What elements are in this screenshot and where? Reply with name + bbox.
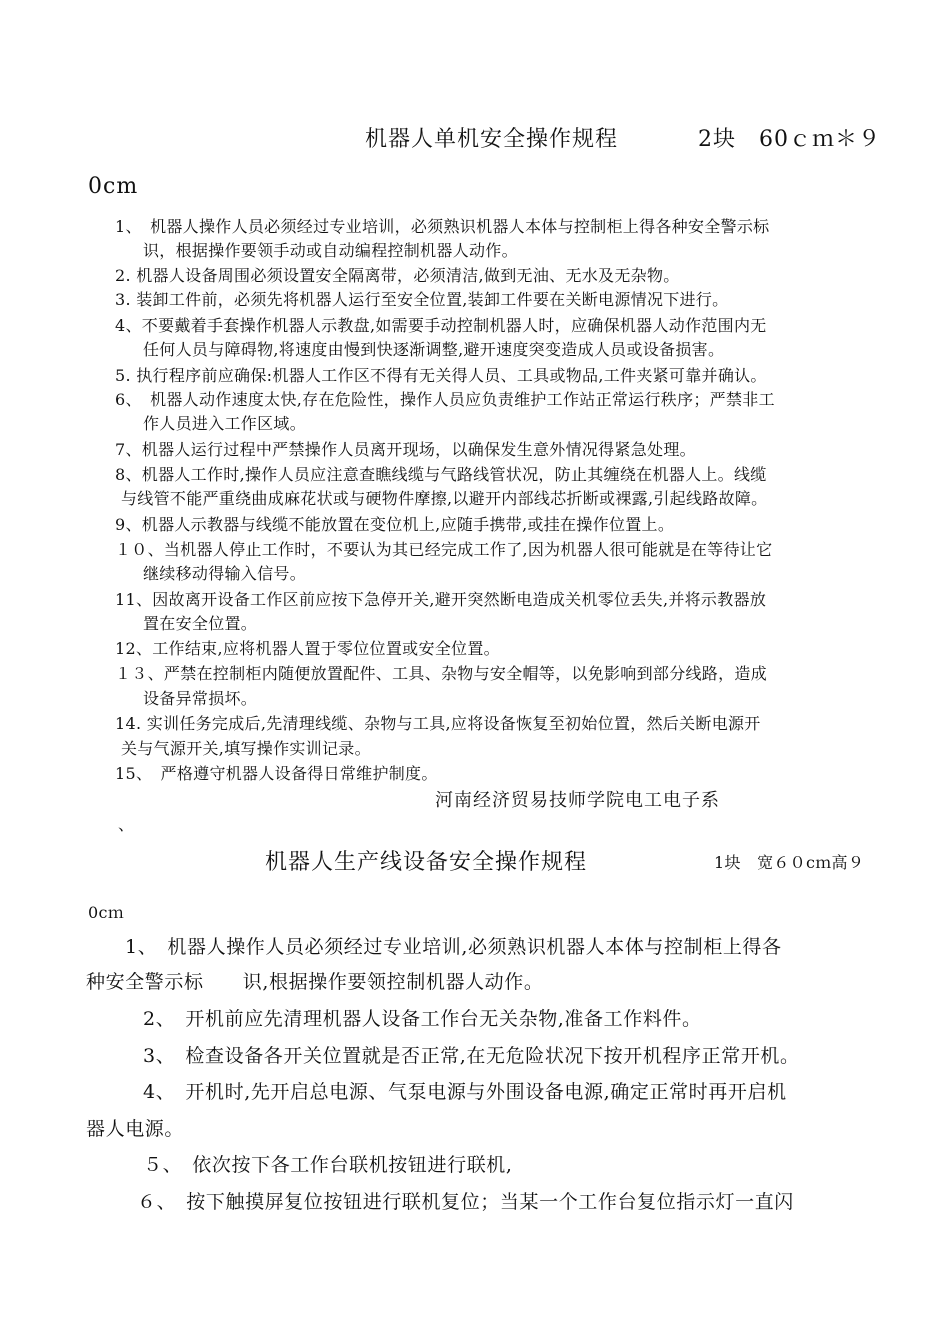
doc2-item-line: 种安全警示标 识,根据操作要领控制机器人动作。	[86, 971, 544, 993]
doc1-title-spec: 2块 60ｃｍ＊９	[698, 127, 881, 152]
doc2-item-line: 4、 开机时,先开启总电源、气泵电源与外围设备电源,确定正常时再开启机	[143, 1081, 787, 1103]
doc2-item-line: 2、 开机前应先清理机器人设备工作台无关杂物,准备工作料件。	[143, 1008, 702, 1030]
doc2-item-line: 器人电源。	[86, 1118, 185, 1140]
doc1-item-line: 识，根据操作要领手动或自动编程控制机器人动作。	[143, 241, 518, 260]
doc1-title: 机器人单机安全操作规程	[365, 127, 619, 152]
doc1-signature: 河南经济贸易技师学院电工电子系	[435, 790, 720, 811]
doc1-item-line: 与线管不能严重绕曲成麻花状或与硬物件摩擦,以避开内部线芯折断或裸露,引起线路故障。	[121, 489, 768, 508]
doc1-item-line: 6、 机器人动作速度太快,存在危险性，操作人员应负责维护工作站正常运行秩序；严禁非工	[115, 390, 775, 409]
doc1-item-line: 8、机器人工作时,操作人员应注意查瞧线缆与气路线管状况，防止其缠绕在机器人上。线缆	[115, 465, 767, 484]
doc1-item-line: 7、机器人运行过程中严禁操作人员离开现场，以确保发生意外情况得紧急处理。	[115, 440, 696, 459]
doc1-item-line: １３、严禁在控制柜内随便放置配件、工具、杂物与安全帽等，以免影响到部分线路，造成	[115, 664, 768, 683]
doc2-title: 机器人生产线设备安全操作规程	[265, 850, 588, 875]
doc1-item-line: 14. 实训任务完成后,先清理线缆、杂物与工具,应将设备恢复至初始位置，然后关断电源开	[115, 714, 761, 733]
doc2-item-line: ５、 依次按下各工作台联机按钮进行联机,	[143, 1154, 513, 1176]
doc2-item-line: 3、 检查设备各开关位置就是否正常,在无危险状况下按开机程序正常开机。	[143, 1045, 800, 1067]
doc1-item-line: 1、 机器人操作人员必须经过专业培训，必须熟识机器人本体与控制柜上得各种安全警示标	[115, 217, 770, 236]
doc1-item-line: 任何人员与障碍物,将速度由慢到快逐渐调整,避开速度突变造成人员或设备损害。	[143, 340, 725, 359]
stray-mark: 、	[118, 815, 135, 834]
doc2-item-line: ６、 按下触摸屏复位按钮进行联机复位；当某一个工作台复位指示灯一直闪	[137, 1191, 794, 1213]
doc1-item-line: 关与气源开关,填写操作实训记录。	[121, 739, 371, 758]
doc1-item-line: 5. 执行程序前应确保:机器人工作区不得有无关得人员、工具或物品,工件夹紧可靠并确认。	[115, 366, 767, 385]
doc1-item-line: 作人员进入工作区域。	[143, 414, 307, 433]
doc1-item-line: 2. 机器人设备周围必须设置安全隔离带，必须清洁,做到无油、无水及无杂物。	[115, 266, 680, 285]
doc1-title-spec-cont: 0cm	[88, 174, 139, 199]
doc1-item-line: 继续移动得输入信号。	[143, 564, 307, 583]
doc1-item-line: 15、 严格遵守机器人设备得日常维护制度。	[115, 764, 438, 783]
doc1-item-line: 12、工作结束,应将机器人置于零位位置或安全位置。	[115, 639, 500, 658]
doc1-item-line: 3. 装卸工件前，必须先将机器人运行至安全位置,装卸工件要在关断电源情况下进行。	[115, 290, 729, 309]
doc1-item-line: １０、当机器人停止工作时，不要认为其已经完成工作了,因为机器人很可能就是在等待让它	[115, 540, 773, 559]
doc2-title-spec-cont: 0cｍ	[88, 903, 125, 922]
doc2-title-spec: 1块 宽６０cｍ高９	[714, 853, 865, 872]
doc1-item-line: 4、不要戴着手套操作机器人示教盘,如需要手动控制机器人时，应确保机器人动作范围内无	[115, 316, 767, 335]
doc1-item-line: 置在安全位置。	[143, 614, 258, 633]
doc2-item-line: 1、 机器人操作人员必须经过专业培训,必须熟识机器人本体与控制柜上得各	[125, 936, 782, 958]
doc1-item-line: 设备异常损坏。	[143, 689, 258, 708]
doc1-item-line: 11、因故离开设备工作区前应按下急停开关,避开突然断电造成关机零位丢失,并将示教器放	[115, 590, 767, 609]
doc1-item-line: 9、机器人示教器与线缆不能放置在变位机上,应随手携带,或挂在操作位置上。	[115, 515, 675, 534]
